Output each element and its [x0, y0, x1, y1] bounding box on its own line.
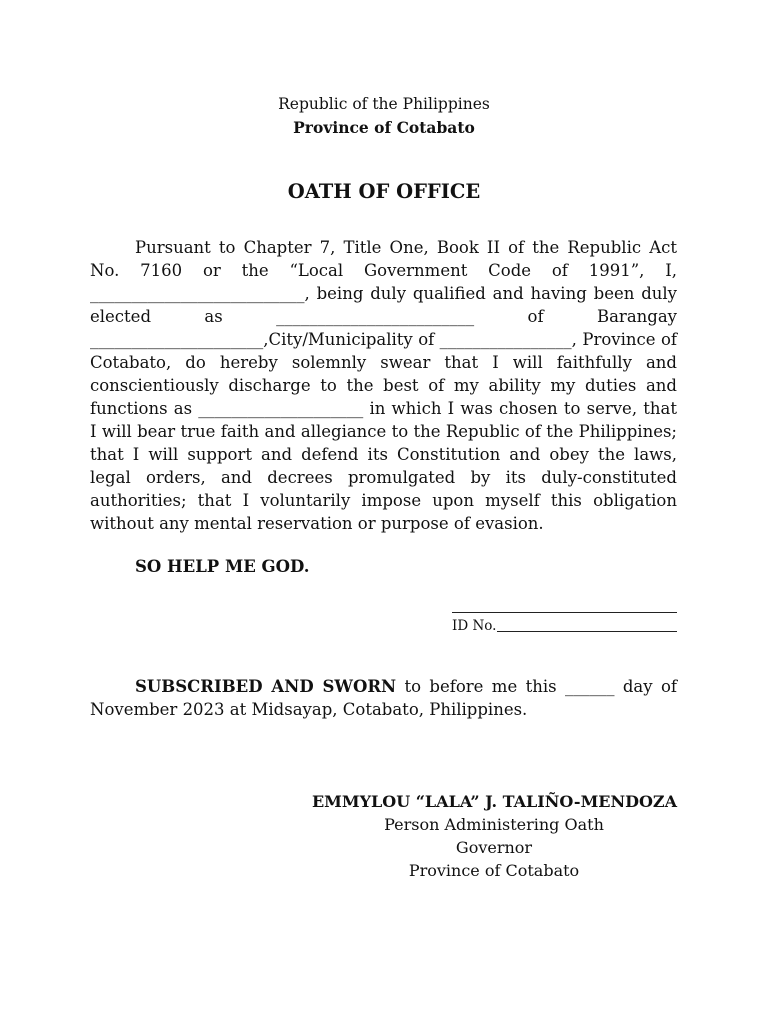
id-number-row — [452, 617, 677, 635]
subscribed-sworn-paragraph — [90, 675, 677, 721]
oath-text-3: of Barangay — [527, 307, 678, 326]
oath-text-1: Pursuant to Chapter 7, Title One, Book II of the Republic Act No. 7160 or the “Local Government Code of 1991”, I, — [90, 238, 677, 280]
administrator-name: EMMYLOU “LALA” J. TALIÑO-MENDOZA — [311, 792, 677, 811]
signature-line — [452, 612, 677, 613]
administrator-office: Province of Cotabato — [408, 861, 580, 880]
position-blank: ________________________ — [276, 307, 475, 326]
id-label: ID No. — [452, 618, 497, 634]
administrator-role: Person Administering Oath — [384, 815, 604, 834]
functions-blank: ____________________ — [198, 399, 364, 418]
sworn-text-1: to before me this — [404, 677, 557, 696]
administrator-position: Governor — [455, 838, 533, 857]
id-number-line — [497, 631, 677, 632]
oath-paragraph — [90, 236, 677, 535]
oath-text-5: , Province of Cotabato, do hereby solemnly swear that I will faithfully and conscientiously discharge to the best of my ability my duties and functions as — [90, 330, 677, 418]
so-help-me-god: SO HELP ME GOD. — [135, 557, 310, 576]
sworn-text-2: day of November 2023 at Midsayap, Cotabato, Philippines. — [90, 677, 677, 719]
oath-text-6: in which I was chosen to serve, that I will bear true faith and allegiance to the Republic of the Philippines; that I will support and defend its Constitution and obey the laws, legal orders, and decrees promulgated by its duly-constituted authorities; that I voluntarily impose upon myself this obligation without any mental reservation or purpose of evasion. — [90, 399, 677, 533]
province-line: Province of Cotabato — [293, 118, 475, 137]
name-blank: __________________________ — [90, 284, 305, 303]
day-blank: ______ — [564, 677, 615, 696]
barangay-blank: _____________________ — [90, 330, 264, 349]
document-header — [0, 93, 768, 139]
administrator-block — [300, 790, 688, 882]
document-title: OATH OF OFFICE — [287, 180, 481, 203]
oath-text-2: , being duly qualified and having been duly elected as — [90, 284, 677, 326]
republic-line: Republic of the Philippines — [278, 95, 490, 113]
subscribed-sworn-lead: SUBSCRIBED AND SWORN — [135, 677, 397, 696]
city-blank: ________________ — [439, 330, 572, 349]
oath-text-4: ,City/Municipality of — [263, 330, 435, 349]
